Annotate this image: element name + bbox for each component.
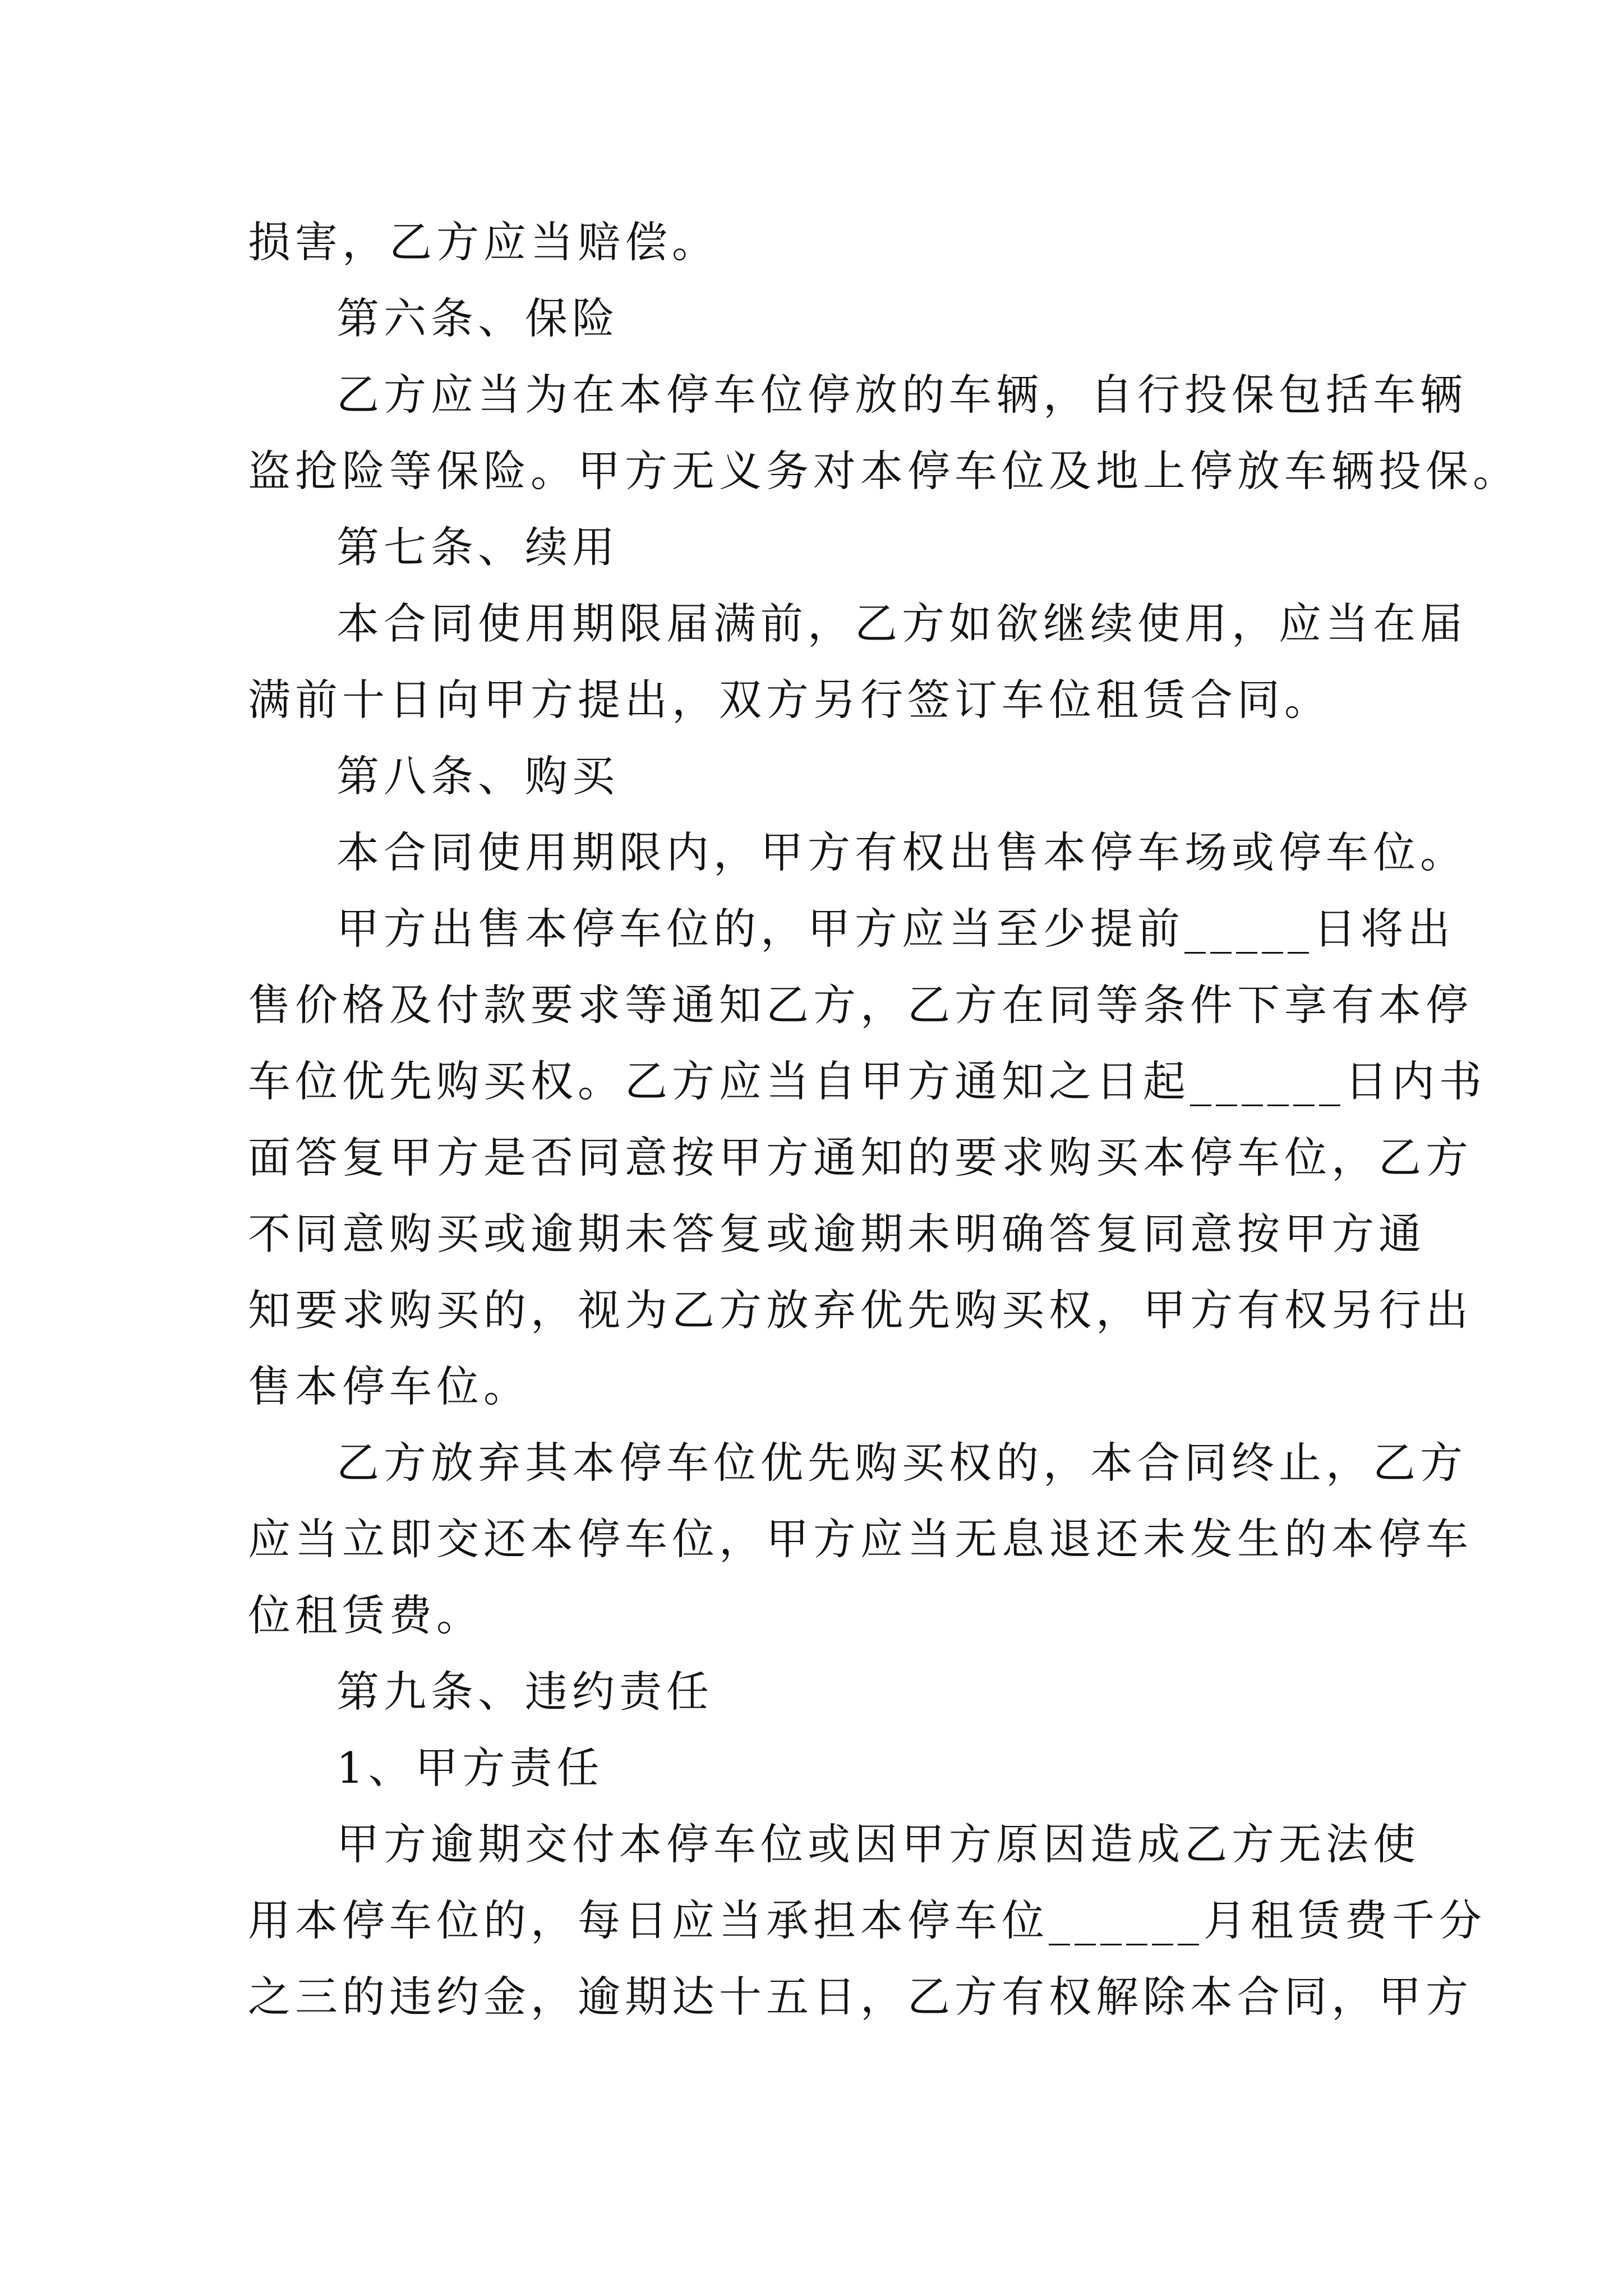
text-line: 甲方逾期交付本停车位或因甲方原因造成乙方无法使	[336, 1819, 1420, 1869]
section-heading: 第六条、保险	[336, 293, 619, 343]
text-line: 甲方出售本停车位的，甲方应当至少提前_____日将出	[336, 904, 1455, 954]
text-line: 知要求购买的，视为乙方放弃优先购买权，甲方有权另行出	[248, 1285, 1473, 1335]
text-line: 位租赁费。	[248, 1590, 483, 1640]
section-heading: 第七条、续用	[336, 522, 619, 572]
text-line: 本合同使用期限内，甲方有权出售本停车场或停车位。	[336, 827, 1467, 877]
text-line: 满前十日向甲方提出，双方另行签订车位租赁合同。	[248, 675, 1331, 725]
section-heading: 第九条、违约责任	[336, 1667, 713, 1717]
text-line: 损害，乙方应当赔偿。	[248, 217, 719, 267]
text-line: 乙方应当为在本停车位停放的车辆，自行投保包括车辆	[336, 370, 1467, 420]
text-line: 售价格及付款要求等通知乙方，乙方在同等条件下享有本停	[248, 980, 1473, 1030]
text-line: 不同意购买或逾期未答复或逾期未明确答复同意按甲方通	[248, 1209, 1426, 1259]
section-heading: 第八条、购买	[336, 751, 619, 801]
text-line: 本合同使用期限届满前，乙方如欲继续使用，应当在届	[336, 599, 1467, 648]
text-line: 应当立即交还本停车位，甲方应当无息退还未发生的本停车	[248, 1514, 1473, 1564]
text-line: 车位优先购买权。乙方应当自甲方通知之日起______日内书	[248, 1056, 1486, 1106]
subsection-heading: 1、甲方责任	[336, 1743, 604, 1793]
text-line: 盗抢险等保险。甲方无义务对本停车位及地上停放车辆投保。	[248, 446, 1520, 496]
text-line: 之三的违约金，逾期达十五日，乙方有权解除本合同，甲方	[248, 1972, 1473, 2022]
text-line: 面答复甲方是否同意按甲方通知的要求购买本停车位，乙方	[248, 1133, 1473, 1182]
text-line: 用本停车位的，每日应当承担本停车位______月租赁费千分	[248, 1895, 1486, 1945]
text-line: 乙方放弃其本停车位优先购买权的，本合同终止，乙方	[336, 1438, 1467, 1488]
text-line: 售本停车位。	[248, 1361, 531, 1411]
